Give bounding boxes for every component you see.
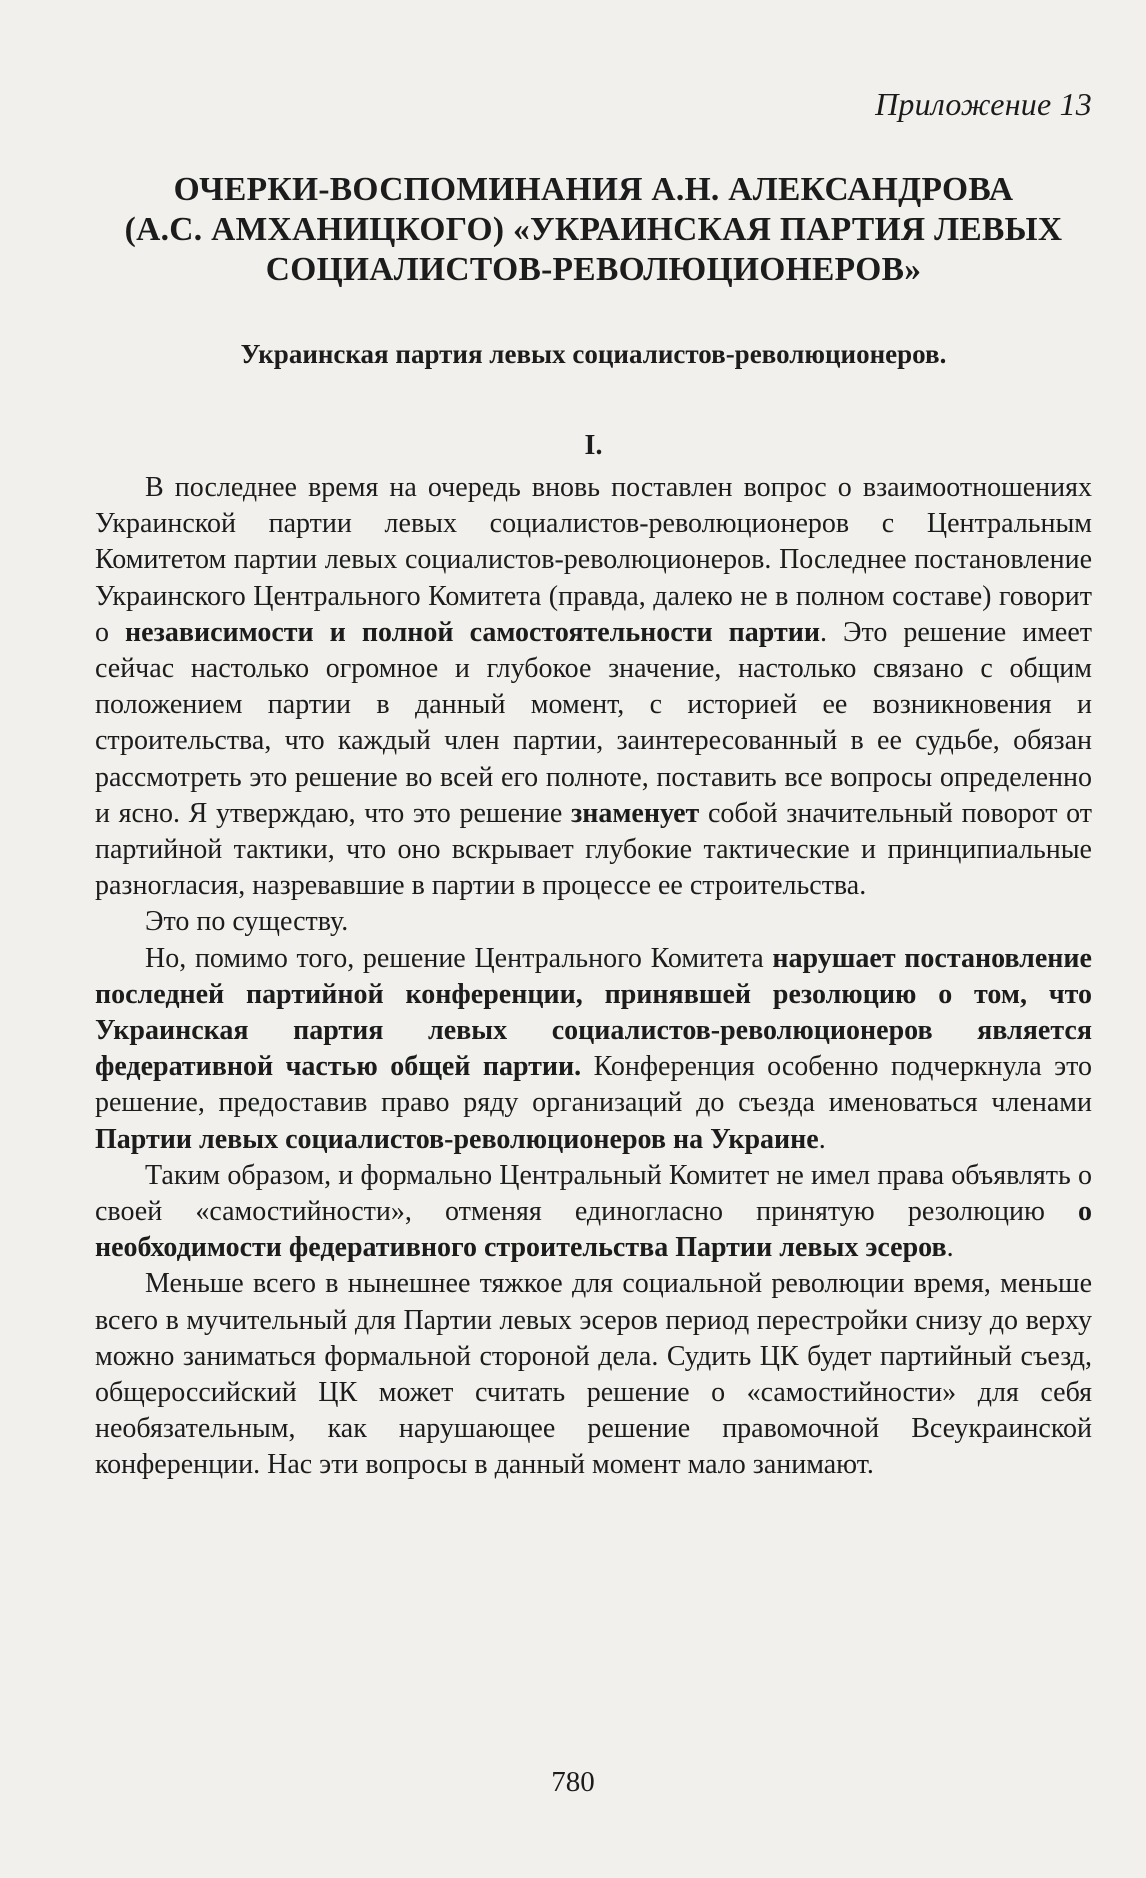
document-title: [95, 170, 1092, 290]
title-line-3: СОЦИАЛИСТОВ-РЕВОЛЮЦИОНЕРОВ»: [265, 251, 922, 288]
body-text: [95, 470, 1092, 1484]
paragraph-1-text-b: . Это решение имеет сейчас настолько огромное и глубокое значение, настолько связано с общим положением партии в данный момент, с историей ее возникновения и строительства, что каждый член партии, заинтересованный в ее судьбе, обязан рассмотреть это решение во всей его полноте, поставить все вопросы определенно и ясно. Я утверждаю, что это решение: [95, 616, 1092, 829]
paragraph-1-text-a: В последнее время на очередь вновь поставлен вопрос о взаимоотношениях Украинской партии левых социалистов-революционеров с Центральным Комитетом партии левых социалистов-революционеров. Последнее постановление Украинского Центрального Комитета (правда, далеко не в полном составе) говорит о: [95, 472, 1092, 648]
paragraph-3-bold-b: Партии левых социалистов-революционеров на Украине: [95, 1123, 819, 1155]
paragraph-3: [95, 941, 1092, 1158]
document-subtitle: Украинская партия левых социалистов-революционеров.: [240, 339, 947, 369]
section-number: I.: [584, 430, 603, 461]
paragraph-4-text-a: Таким образом, и формально Центральный Комитет не имел права объявлять о своей «самостийности», отменяя единогласно принятую резолюцию: [95, 1159, 1092, 1228]
title-line-2: (А.С. АМХАНИЦКОГО) «УКРАИНСКАЯ ПАРТИЯ ЛЕВЫХ: [124, 211, 1063, 248]
paragraph-1-bold-b: знаменует: [570, 797, 700, 829]
paragraph-3-bold-a: нарушает постановление последней партийной конференции, принявшей резолюцию о том, что Украинская партия левых социалистов-революционеров является федеративной частью общей партии.: [95, 942, 1092, 1083]
paragraph-2: Это по существу.: [145, 906, 349, 938]
paragraph-1-text-c: собой значительный поворот от партийной тактики, что оно вскрывает глубокие тактические и принципиальные разногласия, назревавшие в партии в процессе ее строительства.: [95, 797, 1092, 902]
title-line-1: ОЧЕРКИ-ВОСПОМИНАНИЯ А.Н. АЛЕКСАНДРОВА: [173, 171, 1014, 208]
paragraph-1-bold-a: независимости и полной самостоятельности партии: [125, 616, 820, 648]
paragraph-4-bold-a: о необходимости федеративного строительства Партии левых эсеров: [95, 1196, 1092, 1264]
paragraph-3-text-c: .: [818, 1123, 826, 1155]
page-number: 780: [551, 1766, 595, 1798]
appendix-label: Приложение 13: [875, 86, 1092, 122]
paragraph-4-text-b: .: [946, 1232, 954, 1264]
paragraph-1: [95, 470, 1092, 904]
paragraph-3-text-b: Конференция особенно подчеркнула это решение, предоставив право ряду организаций до съезда именоваться членами: [95, 1051, 1092, 1119]
paragraph-3-text-a: Но, помимо того, решение Центрального Комитета: [145, 942, 773, 974]
paragraph-4: [95, 1158, 1092, 1267]
paragraph-5: Меньше всего в нынешнее тяжкое для социальной революции время, меньше всего в мучительный для Партии левых эсеров период перестройки снизу до верху можно заниматься формальной стороной дела. Судить ЦК будет партийный съезд, общероссийский ЦК может считать решение о «самостийности» для себя необязательным, как нарушающее решение правомочной Всеукраинской конференции. Нас эти вопросы в данный момент мало занимают.: [95, 1268, 1092, 1481]
